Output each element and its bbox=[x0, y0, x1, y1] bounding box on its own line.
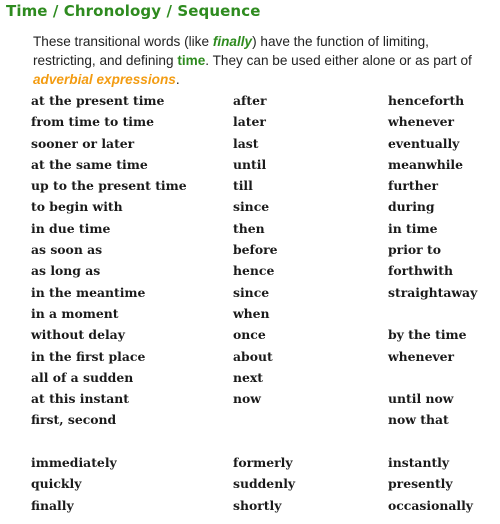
transition-word: shortly bbox=[233, 497, 282, 513]
transition-word: last bbox=[233, 135, 259, 151]
intro-text-2: ) have the function of limiting, restricting, and defining bbox=[33, 34, 429, 68]
transition-word: since bbox=[233, 199, 270, 215]
transition-word bbox=[388, 367, 477, 388]
transition-word: henceforth bbox=[388, 93, 465, 108]
transition-word: next bbox=[233, 369, 264, 385]
transition-word: later bbox=[233, 114, 266, 130]
transition-word: up to the present time bbox=[31, 178, 187, 194]
transition-word: after bbox=[233, 93, 267, 108]
transition-word: by the time bbox=[388, 327, 467, 343]
transition-word: then bbox=[233, 220, 265, 236]
word-column-2 bbox=[233, 90, 295, 516]
transition-word: from time to time bbox=[31, 114, 155, 130]
transition-word: at the same time bbox=[31, 156, 148, 172]
transition-word: until bbox=[233, 156, 267, 172]
transition-word: instantly bbox=[388, 455, 450, 471]
transition-word: at this instant bbox=[31, 391, 129, 407]
transition-word: quickly bbox=[31, 476, 82, 492]
transition-word: all of a sudden bbox=[31, 369, 134, 385]
transition-word: whenever bbox=[388, 114, 455, 130]
transition-word: in due time bbox=[31, 220, 111, 236]
transition-word: presently bbox=[388, 476, 453, 492]
transition-word: in a moment bbox=[31, 305, 119, 321]
transition-word: finally bbox=[31, 497, 74, 513]
transition-word: prior to bbox=[388, 242, 441, 258]
transition-word: forthwith bbox=[388, 263, 453, 279]
transition-word: now that bbox=[388, 412, 449, 428]
transition-word: sooner or later bbox=[31, 135, 135, 151]
transition-word: hence bbox=[233, 263, 275, 279]
transition-word: whenever bbox=[388, 348, 455, 364]
transition-word: since bbox=[233, 284, 270, 300]
transition-word: in the meantime bbox=[31, 284, 146, 300]
transition-word: in time bbox=[388, 220, 438, 236]
intro-paragraph bbox=[33, 32, 495, 89]
transition-word: first, second bbox=[31, 412, 117, 428]
group-separator bbox=[31, 431, 187, 452]
transition-word: as long as bbox=[31, 263, 101, 279]
page-title: Time / Chronology / Sequence bbox=[6, 2, 261, 20]
transition-word: during bbox=[388, 199, 435, 215]
transition-word: about bbox=[233, 348, 273, 364]
intro-text-3: . They can be used either alone or as part of bbox=[205, 53, 472, 68]
word-column-1 bbox=[31, 90, 187, 516]
transition-word: further bbox=[388, 178, 439, 194]
transition-word: to begin with bbox=[31, 199, 123, 215]
group-separator bbox=[388, 431, 477, 452]
transition-word: once bbox=[233, 327, 266, 343]
transition-word: formerly bbox=[233, 455, 293, 471]
intro-keyword-finally: finally bbox=[212, 34, 253, 49]
word-column-3 bbox=[388, 90, 477, 516]
transition-word: at the present time bbox=[31, 93, 165, 108]
transition-word: in the first place bbox=[31, 348, 146, 364]
transition-word: now bbox=[233, 391, 261, 407]
transition-word bbox=[233, 409, 295, 430]
intro-text-4: . bbox=[175, 72, 180, 87]
group-separator bbox=[233, 431, 295, 452]
transition-word: before bbox=[233, 242, 278, 258]
transition-word: without delay bbox=[31, 327, 125, 343]
transition-word: immediately bbox=[31, 455, 117, 471]
intro-keyword-time: time bbox=[177, 53, 206, 68]
intro-text-1: These transitional words (like bbox=[33, 34, 213, 49]
transition-word: suddenly bbox=[233, 476, 296, 492]
transition-word: as soon as bbox=[31, 242, 103, 258]
transition-word: eventually bbox=[388, 135, 460, 151]
transition-word: till bbox=[233, 178, 253, 194]
adverbial-expressions-link[interactable]: adverbial expressions bbox=[33, 72, 176, 87]
transition-word: when bbox=[233, 305, 270, 321]
transition-word bbox=[388, 303, 477, 324]
transition-word: meanwhile bbox=[388, 156, 464, 172]
transition-word: occasionally bbox=[388, 497, 473, 513]
transition-word: straightaway bbox=[388, 284, 478, 300]
transition-word: until now bbox=[388, 391, 454, 407]
